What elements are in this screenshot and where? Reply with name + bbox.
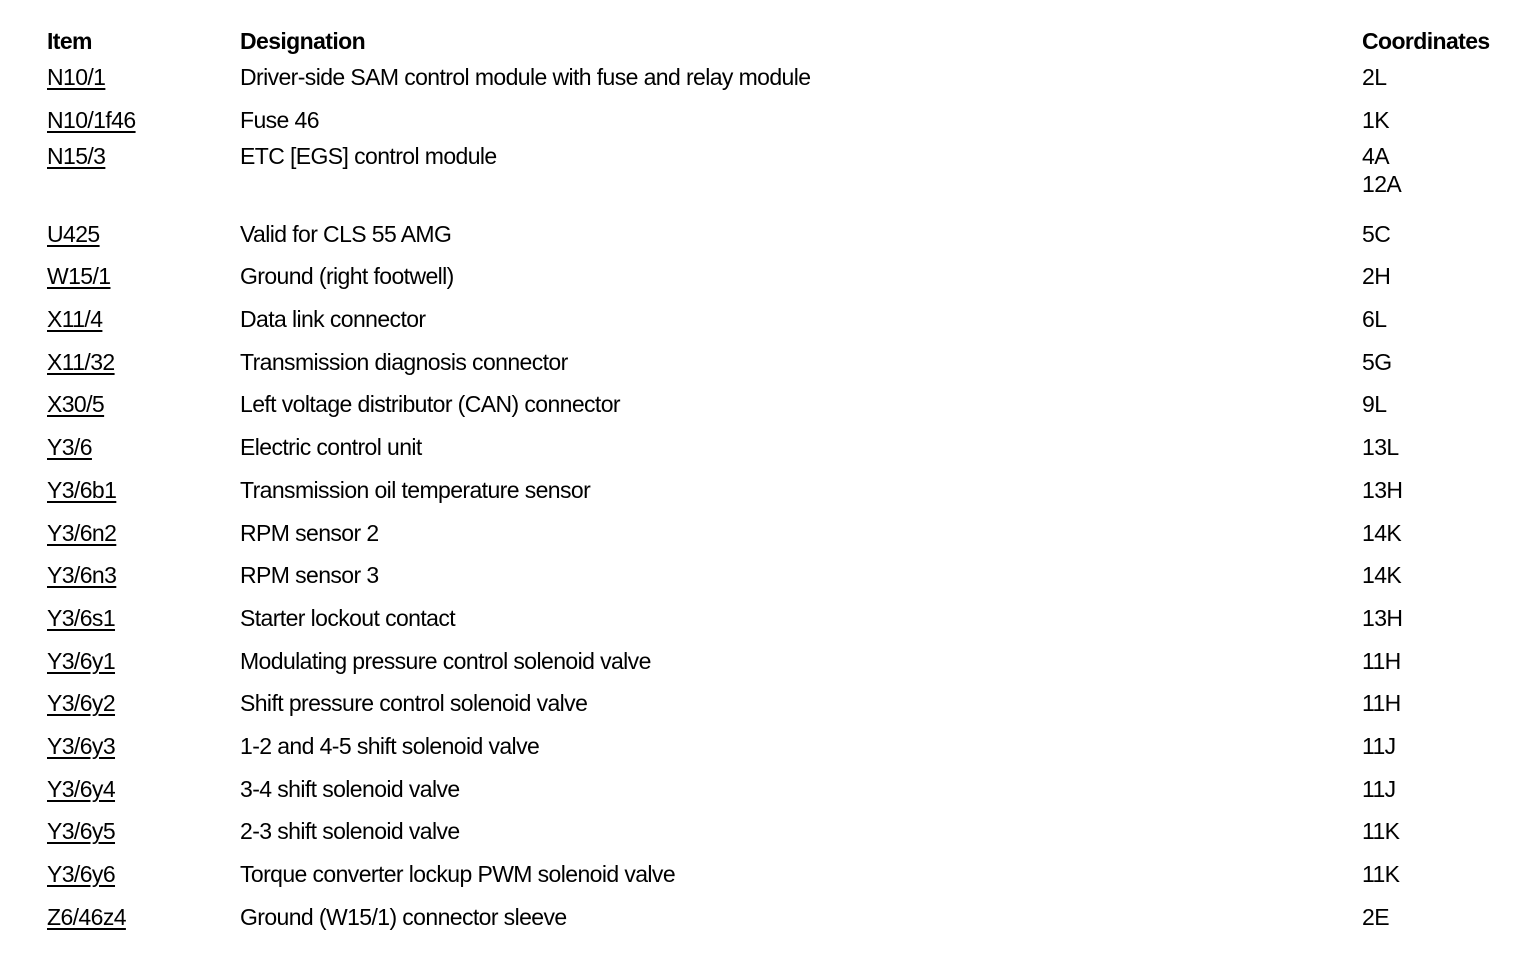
table-row [47, 255, 1522, 298]
coordinate-value: 2L [1362, 64, 1387, 91]
coordinates-cell [1362, 810, 1522, 853]
item-link[interactable]: Y3/6s1 [47, 604, 116, 631]
item-cell [47, 56, 240, 99]
header-row [47, 26, 1522, 56]
designation-cell: Data link connector [240, 306, 426, 333]
coordinate-value: 11H [1362, 647, 1401, 674]
coordinates-cell [1362, 298, 1522, 341]
coordinate-value: 5C [1362, 220, 1391, 247]
coordinate-value: 6L [1362, 306, 1387, 333]
coordinate-value: 11J [1362, 732, 1396, 759]
item-cell [47, 725, 240, 768]
item-link[interactable]: Z6/46z4 [47, 903, 126, 930]
table-row [47, 212, 1522, 255]
item-link[interactable]: Y3/6y4 [47, 775, 116, 802]
item-cell [47, 682, 240, 725]
designation-cell: Starter lockout contact [240, 604, 456, 631]
item-link[interactable]: Y3/6y5 [47, 818, 116, 845]
item-link[interactable]: X11/32 [47, 348, 115, 375]
table-row [47, 383, 1522, 426]
designation-cell: ETC [EGS] control module [240, 143, 497, 170]
table-row [47, 99, 1522, 142]
coordinates-cell [1362, 767, 1522, 810]
coordinates-cell [1362, 725, 1522, 768]
coordinates-cell [1362, 469, 1522, 512]
designation-cell: Transmission oil temperature sensor [240, 476, 591, 503]
coordinate-value: 11K [1362, 861, 1400, 888]
table-row [47, 426, 1522, 469]
coordinates-cell [1362, 853, 1522, 896]
coordinates-cell [1362, 383, 1522, 426]
designation-cell: 2-3 shift solenoid valve [240, 818, 460, 845]
item-link[interactable]: N15/3 [47, 143, 106, 170]
table-row [47, 682, 1522, 725]
coordinates-cell [1362, 99, 1522, 142]
table-row [47, 56, 1522, 99]
item-link[interactable]: Y3/6 [47, 434, 92, 461]
item-link[interactable]: N10/1 [47, 64, 106, 91]
coordinates-cell [1362, 426, 1522, 469]
coordinate-value: 11J [1362, 775, 1396, 802]
coordinates-cell [1362, 255, 1522, 298]
item-cell [47, 255, 240, 298]
designation-cell: Fuse 46 [240, 107, 319, 134]
item-cell [47, 469, 240, 512]
item-link[interactable]: X11/4 [47, 306, 103, 333]
item-cell [47, 383, 240, 426]
designation-cell: Transmission diagnosis connector [240, 348, 568, 375]
coordinates-cell [1362, 682, 1522, 725]
coordinate-value: 5G [1362, 348, 1392, 375]
coordinate-value: 13H [1362, 604, 1403, 631]
table-row [47, 469, 1522, 512]
item-cell [47, 141, 240, 212]
table-row [47, 853, 1522, 896]
table-row [47, 597, 1522, 640]
item-cell [47, 426, 240, 469]
item-cell [47, 895, 240, 938]
item-cell [47, 554, 240, 597]
item-cell [47, 340, 240, 383]
table-row [47, 298, 1522, 341]
item-link[interactable]: N10/1f46 [47, 107, 136, 134]
coordinate-value: 11H [1362, 690, 1401, 717]
item-link[interactable]: Y3/6y3 [47, 732, 116, 759]
designation-cell: Ground (right footwell) [240, 263, 454, 290]
coordinate-value: 9L [1362, 391, 1387, 418]
table-row [47, 554, 1522, 597]
item-link[interactable]: Y3/6n2 [47, 519, 117, 546]
item-cell [47, 597, 240, 640]
coordinates-cell [1362, 554, 1522, 597]
designation-cell: Modulating pressure control solenoid valve [240, 647, 651, 674]
designation-cell: Electric control unit [240, 434, 422, 461]
designation-cell: RPM sensor 2 [240, 519, 379, 546]
item-cell [47, 639, 240, 682]
item-cell [47, 767, 240, 810]
designation-cell: Driver-side SAM control module with fuse and relay module [240, 64, 811, 91]
coordinates-cell [1362, 511, 1522, 554]
table-row [47, 725, 1522, 768]
table-row [47, 810, 1522, 853]
coordinate-value: 1K [1362, 107, 1389, 134]
table-row [47, 895, 1522, 938]
table-row [47, 340, 1522, 383]
designation-cell: Left voltage distributor (CAN) connector [240, 391, 620, 418]
header-designation: Designation [240, 28, 366, 54]
coordinate-value: 2H [1362, 263, 1391, 290]
coordinates-cell [1362, 212, 1522, 255]
designation-cell: Valid for CLS 55 AMG [240, 220, 452, 247]
item-cell [47, 298, 240, 341]
item-link[interactable]: W15/1 [47, 263, 111, 290]
item-link[interactable]: Y3/6b1 [47, 476, 117, 503]
coordinate-value: 14K [1362, 562, 1402, 589]
coordinates-cell [1362, 141, 1522, 212]
item-link[interactable]: Y3/6y6 [47, 861, 116, 888]
coordinates-cell [1362, 56, 1522, 99]
item-cell [47, 212, 240, 255]
item-link[interactable]: U425 [47, 220, 100, 247]
coordinate-value: 2E [1362, 903, 1389, 930]
coordinates-cell [1362, 340, 1522, 383]
component-legend-table [47, 26, 1522, 938]
coordinates-cell [1362, 639, 1522, 682]
designation-cell: Torque converter lockup PWM solenoid valve [240, 861, 676, 888]
coordinates-cell [1362, 895, 1522, 938]
item-link[interactable]: X30/5 [47, 391, 105, 418]
coordinate-value: 13H [1362, 476, 1403, 503]
coordinate-value: 11K [1362, 818, 1400, 845]
coordinates-cell [1362, 597, 1522, 640]
designation-cell: 3-4 shift solenoid valve [240, 775, 460, 802]
item-cell [47, 511, 240, 554]
table-row [47, 511, 1522, 554]
item-link[interactable]: Y3/6y2 [47, 690, 116, 717]
table-row [47, 639, 1522, 682]
legend-body [47, 56, 1522, 938]
table-row [47, 141, 1522, 212]
item-link[interactable]: Y3/6n3 [47, 562, 117, 589]
item-cell [47, 810, 240, 853]
coordinate-value: 4A [1362, 143, 1389, 170]
coordinate-value: 12A [1362, 171, 1402, 198]
item-cell [47, 853, 240, 896]
table-row [47, 767, 1522, 810]
item-cell [47, 99, 240, 142]
header-item: Item [47, 28, 92, 54]
coordinate-value: 13L [1362, 434, 1399, 461]
header-coordinates: Coordinates [1362, 28, 1490, 54]
designation-cell: 1-2 and 4-5 shift solenoid valve [240, 732, 540, 759]
item-link[interactable]: Y3/6y1 [47, 647, 116, 674]
coordinate-value: 14K [1362, 519, 1402, 546]
designation-cell: Shift pressure control solenoid valve [240, 690, 588, 717]
designation-cell: RPM sensor 3 [240, 562, 379, 589]
designation-cell: Ground (W15/1) connector sleeve [240, 903, 567, 930]
